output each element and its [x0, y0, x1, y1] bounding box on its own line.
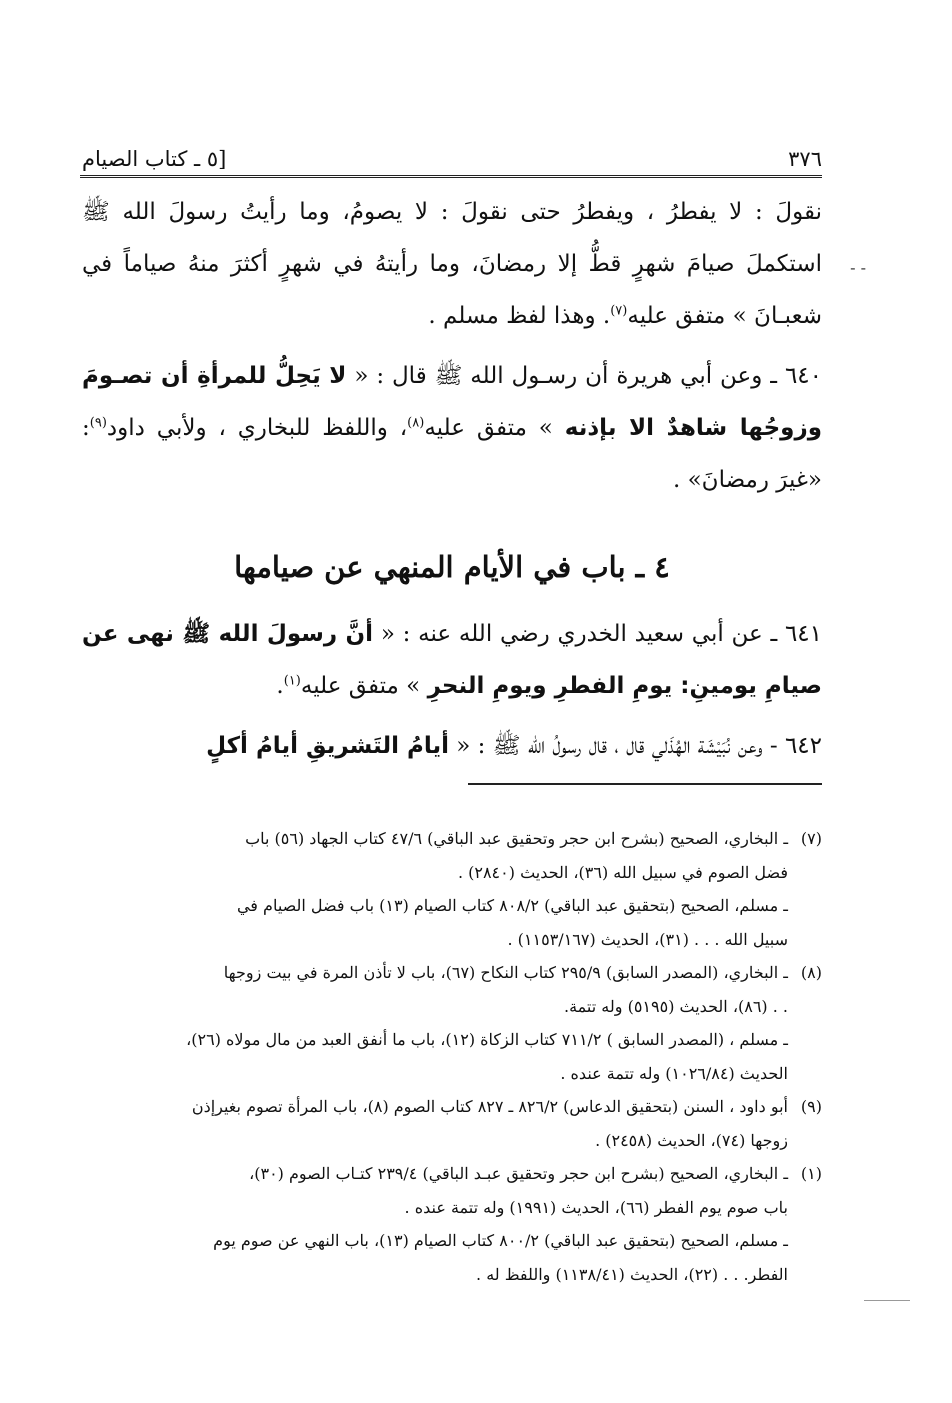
- footnotes: [82, 822, 822, 1291]
- footnote: [82, 956, 822, 1023]
- footnote-line: . . (٨٦)، الحديث (٥١٩٥) وله تتمة.: [564, 996, 788, 1016]
- footnote: [82, 1023, 822, 1090]
- footnote-marker: [788, 889, 822, 956]
- paragraph-text: نقولَ : لا يفطرُ ، ويفطرُ حتى نقولَ : لا يصومُ، وما رأيتُ رسولَ الله ﷺ استكملَ صيامَ شهرٍ قطُّ إلا رمضانَ، وما رأيتهُ في شهرٍ أكثرَ منهُ صياماً في شعبـانَ » متفق عليه: [82, 199, 822, 329]
- footnote-line: ـ البخاري، الصحيح (بشرح ابن حجر وتحقيق عبـد الباقي) ٢٣٩/٤ كتـاب الصوم (٣٠)،: [249, 1164, 788, 1183]
- hadith-number: ٦٤١: [784, 621, 823, 647]
- footnote-marker: (٧): [800, 829, 822, 848]
- footnote-line: سبيل الله . . . (٣١)، الحديث (١١٥٣/١٦٧) .: [507, 929, 788, 949]
- note-ref-7: (٧): [610, 303, 628, 319]
- chapter-title: [٥ ـ كتاب الصيام: [82, 147, 227, 171]
- footnote-marker: (٨): [800, 963, 822, 982]
- hadith-after-quote: » متفق عليه: [300, 673, 421, 699]
- footnote-line: فضل الصوم في سبيل الله (٣٦)، الحديث (٢٨٤٠) .: [457, 862, 788, 882]
- hadith-quote: أيامُ التَشريقِ أيامُ أكلٍ: [206, 733, 449, 759]
- hadith-intro: - وعن نُبَيْشَة الهُذَلي قال ، قال رسولُ الله ﷺ : «: [456, 733, 778, 759]
- footnote: [82, 889, 822, 956]
- hadith-quote: لا يَحِلُّ للمرأةِ أن تصـومَ وزوجُها شاهدٌ الا بإذنه: [82, 363, 822, 441]
- footnote-line: باب صوم يوم الفطر (٦٦)، الحديث (١٩٩١) وله تتمة عنده .: [404, 1197, 788, 1217]
- footnote-line: ـ مسلم، الصحيح (بتحقيق عبد الباقي) ٨٠٨/٢ كتاب الصيام (١٣) باب فضل الصيام في: [236, 896, 788, 915]
- footnote: [82, 822, 822, 889]
- hadith-quote: أنَّ رسولَ الله ﷺ نهى عن صيامِ يومينِ: يومِ الفطرِ ويومِ النحرِ: [82, 621, 822, 699]
- footnote-line: زوجها (٧٤)، الحديث (٢٤٥٨) .: [595, 1130, 788, 1150]
- note-ref-9: (٩): [89, 415, 107, 431]
- footnote-line: ـ البخاري، الصحيح (بشرح ابن حجر وتحقيق عبد الباقي) ٤٧/٦ كتاب الجهاد (٥٦) باب: [245, 829, 788, 848]
- hadith-tail: .: [276, 673, 284, 699]
- hadith-tail: : «غيرَ رمضانَ» .: [82, 415, 822, 493]
- hadith-640: [82, 350, 822, 506]
- footnote-rule: [468, 783, 822, 785]
- hadith-mid: ، واللفظ للبخاري ، ولأبي داود: [106, 415, 408, 441]
- footnote-marker: (١): [800, 1164, 822, 1183]
- paragraph-tail: . وهذا لفظ مسلم .: [428, 303, 611, 329]
- header-rule: [80, 175, 822, 178]
- footnote-line: الفطر. . . (٢٢)، الحديث (١١٣٨/٤١) واللفظ له .: [476, 1264, 788, 1284]
- page-edge-mark: [864, 1300, 910, 1301]
- margin-mark: - -: [850, 258, 866, 277]
- footnote-line: الحديث (١٠٢٦/٨٤) وله تتمة عنده .: [560, 1063, 788, 1083]
- footnote-marker: [788, 1023, 822, 1090]
- footnote-line: ـ البخاري، (المصدر السابق) ٢٩٥/٩ كتاب النكاح (٦٧)، باب لا تأذن المرة في بيت زوجها: [223, 963, 788, 982]
- hadith-642: [82, 720, 822, 772]
- footnote: [82, 1224, 822, 1291]
- footnote-line: ـ مسلم ، (المصدر السابق ) ٧١١/٢ كتاب الزكاة (١٢)، باب ما أنفق العبد من مال مولاه (٢٦)،: [186, 1030, 788, 1049]
- running-head: [82, 135, 822, 171]
- hadith-intro: ـ وعن أبي هريرة أن رسـول الله ﷺ قال : «: [354, 363, 778, 389]
- hadith-intro: ـ عن أبي سعيد الخدري رضي الله عنه : «: [380, 621, 778, 647]
- footnote-line: أبو داود ، السنن (بتحقيق الدعاس) ٨٢٦/٢ ـ ٨٢٧ كتاب الصوم (٨)، باب المرأة تصوم بغيرإذن: [191, 1097, 788, 1116]
- footnote: [82, 1090, 822, 1157]
- hadith-number: ٦٤٠: [784, 363, 822, 389]
- footnote-line: ـ مسلم، الصحيح (بتحقيق عبد الباقي) ٨٠٠/٢ كتاب الصيام (١٣)، باب النهي عن صوم يوم: [213, 1231, 788, 1250]
- hadith-after-quote: » متفق عليه: [424, 415, 553, 441]
- note-ref-1: (١): [283, 673, 301, 689]
- note-ref-8: (٨): [407, 415, 425, 431]
- page-number: ٣٧٦: [788, 147, 822, 171]
- section-heading: ٤ ـ باب في الأيام المنهي عن صيامها: [234, 550, 670, 584]
- footnote-marker: (٩): [800, 1097, 822, 1116]
- hadith-641: [82, 608, 822, 712]
- footnote-marker: [788, 1224, 822, 1291]
- main-text: [82, 186, 822, 780]
- paragraph-continuation: [82, 186, 822, 342]
- footnote: [82, 1157, 822, 1224]
- hadith-number: ٦٤٢: [784, 733, 822, 759]
